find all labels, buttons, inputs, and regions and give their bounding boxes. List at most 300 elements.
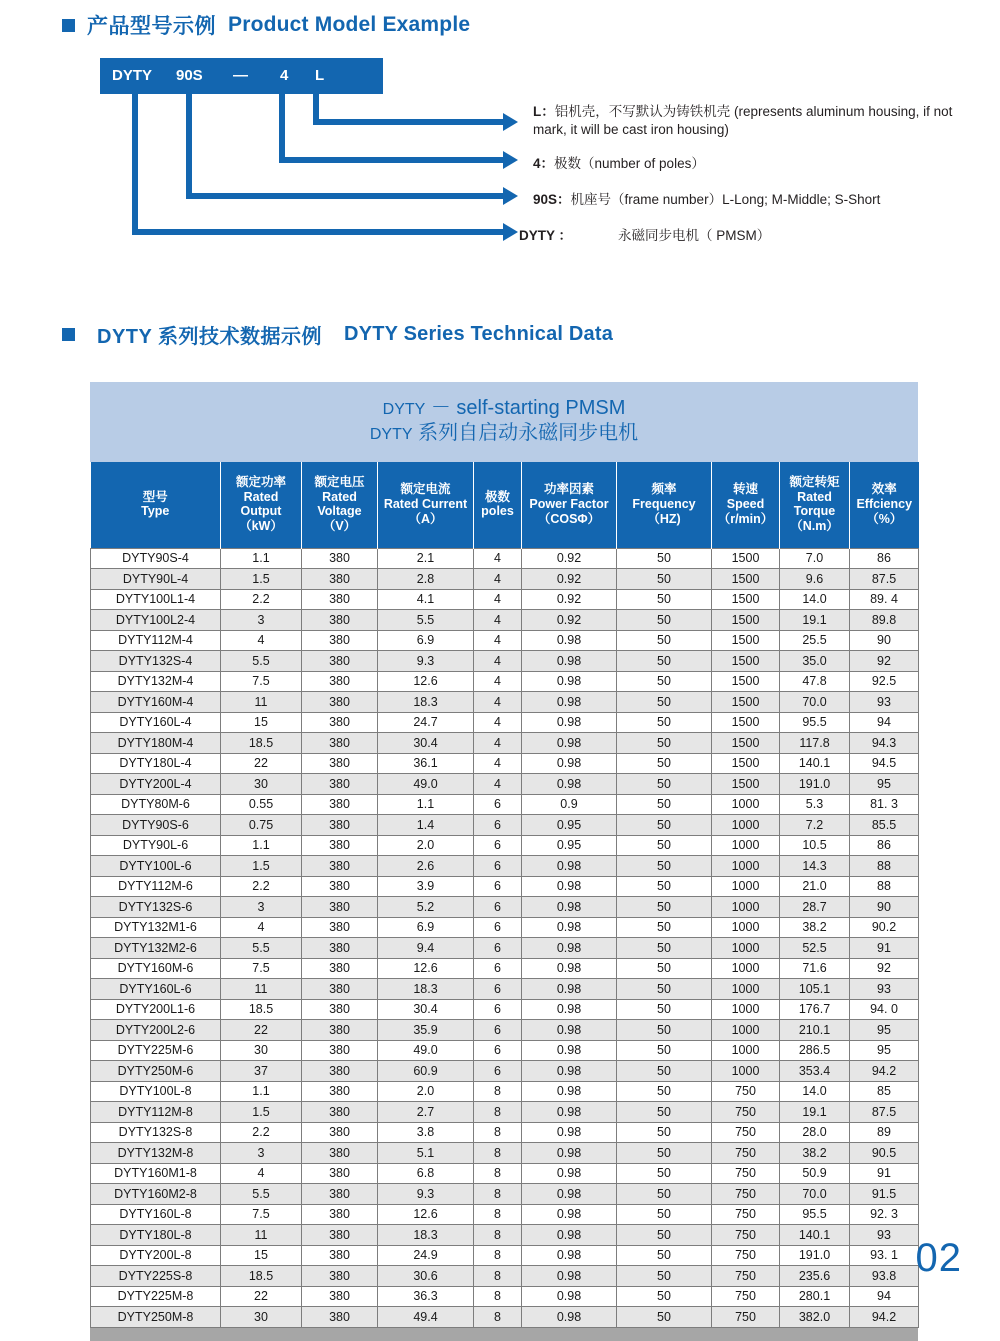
column-header-line: Rated Voltage: [317, 489, 362, 519]
cell-value: 380: [302, 1020, 378, 1041]
cell-type: DYTY180M-4: [91, 733, 221, 754]
cell-value: 50: [617, 876, 712, 897]
cell-value: 380: [302, 1061, 378, 1082]
legend-text-cn-housing: 铝机壳，不写默认为铸铁机壳: [554, 104, 731, 119]
column-header-line: 额定电流: [400, 482, 451, 497]
cell-type: DYTY200L1-6: [91, 999, 221, 1020]
cell-value: 94. 0: [850, 999, 919, 1020]
cell-value: 50: [617, 1184, 712, 1205]
cell-value: 50: [617, 958, 712, 979]
cell-value: 380: [302, 1184, 378, 1205]
table-row: [91, 979, 919, 1000]
column-header-line: Rated Output: [240, 489, 282, 519]
cell-value: 95: [850, 774, 919, 795]
cell-value: 4: [474, 712, 522, 733]
cell-value: 3.8: [378, 1122, 474, 1143]
legend-code-poles: 4：: [533, 156, 555, 171]
cell-value: 95.5: [780, 1204, 850, 1225]
cell-value: 11: [221, 1225, 302, 1246]
cell-value: 50: [617, 610, 712, 631]
cell-value: 380: [302, 897, 378, 918]
cell-value: 0.98: [522, 1204, 617, 1225]
cell-value: 92. 3: [850, 1204, 919, 1225]
cell-value: 11: [221, 979, 302, 1000]
cell-value: 380: [302, 794, 378, 815]
cell-value: 15: [221, 1245, 302, 1266]
cell-value: 0.98: [522, 1266, 617, 1287]
cell-value: 0.98: [522, 876, 617, 897]
cell-value: 2.2: [221, 589, 302, 610]
cell-value: 50: [617, 1245, 712, 1266]
cell-value: 380: [302, 630, 378, 651]
cell-value: 1.1: [221, 835, 302, 856]
cell-value: 19.1: [780, 610, 850, 631]
cell-type: DYTY160M-4: [91, 692, 221, 713]
cell-value: 1000: [712, 999, 780, 1020]
leader-arrow-housing: [503, 113, 518, 131]
leader-arrow-poles: [503, 151, 518, 169]
cell-value: 8: [474, 1286, 522, 1307]
cell-value: 14.3: [780, 856, 850, 877]
table-row: [91, 569, 919, 590]
cell-value: 380: [302, 1245, 378, 1266]
cell-value: 210.1: [780, 1020, 850, 1041]
cell-value: 0.92: [522, 610, 617, 631]
cell-type: DYTY225S-8: [91, 1266, 221, 1287]
cell-type: DYTY100L-8: [91, 1081, 221, 1102]
cell-value: 91: [850, 938, 919, 959]
cell-value: 89: [850, 1122, 919, 1143]
cell-value: 6: [474, 1061, 522, 1082]
column-header-line: 额定电压: [314, 474, 365, 489]
cell-value: 0.98: [522, 1286, 617, 1307]
cell-value: 94.2: [850, 1061, 919, 1082]
cell-value: 8: [474, 1307, 522, 1328]
cell-value: 6: [474, 1040, 522, 1061]
cell-value: 5.2: [378, 897, 474, 918]
cell-value: 0.98: [522, 1307, 617, 1328]
cell-value: 380: [302, 589, 378, 610]
cell-value: 50: [617, 1122, 712, 1143]
cell-value: 47.8: [780, 671, 850, 692]
cell-value: 0.98: [522, 671, 617, 692]
leader-line-housing-horizontal: [313, 119, 505, 125]
cell-type: DYTY90S-6: [91, 815, 221, 836]
cell-value: 1500: [712, 630, 780, 651]
cell-value: 50: [617, 1204, 712, 1225]
cell-value: 6: [474, 999, 522, 1020]
cell-value: 176.7: [780, 999, 850, 1020]
cell-value: 1000: [712, 876, 780, 897]
cell-value: 6: [474, 938, 522, 959]
cell-value: 36.1: [378, 753, 474, 774]
table-row: [91, 876, 919, 897]
cell-value: 1500: [712, 610, 780, 631]
cell-value: 380: [302, 999, 378, 1020]
leader-arrow-frame: [503, 187, 518, 205]
cell-value: 105.1: [780, 979, 850, 1000]
table-row: [91, 897, 919, 918]
table-row: [91, 1286, 919, 1307]
cell-value: 3: [221, 1143, 302, 1164]
table-column-header-0: [91, 462, 221, 548]
cell-value: 92: [850, 958, 919, 979]
table-row: [91, 1081, 919, 1102]
cell-value: 92: [850, 651, 919, 672]
cell-value: 18.3: [378, 692, 474, 713]
cell-value: 52.5: [780, 938, 850, 959]
cell-value: 18.5: [221, 1266, 302, 1287]
cell-value: 750: [712, 1143, 780, 1164]
table-row: [91, 1184, 919, 1205]
cell-value: 91: [850, 1163, 919, 1184]
cell-value: 0.98: [522, 1081, 617, 1102]
table-title-line2-prefix: DYTY: [369, 426, 413, 443]
cell-value: 0.98: [522, 1184, 617, 1205]
cell-value: 30: [221, 1040, 302, 1061]
cell-value: 50: [617, 1286, 712, 1307]
cell-value: 95: [850, 1020, 919, 1041]
cell-type: DYTY132M2-6: [91, 938, 221, 959]
cell-value: 380: [302, 548, 378, 569]
cell-value: 50: [617, 1307, 712, 1328]
cell-value: 6: [474, 856, 522, 877]
column-header-line: 型号: [142, 489, 168, 504]
cell-value: 3: [221, 610, 302, 631]
table-row: [91, 1225, 919, 1246]
cell-value: 35.0: [780, 651, 850, 672]
table-row: [91, 692, 919, 713]
cell-value: 12.6: [378, 671, 474, 692]
cell-value: 90.5: [850, 1143, 919, 1164]
cell-value: 71.6: [780, 958, 850, 979]
cell-value: 380: [302, 610, 378, 631]
cell-value: 1000: [712, 1061, 780, 1082]
table-row: [91, 815, 919, 836]
cell-value: 36.3: [378, 1286, 474, 1307]
cell-type: DYTY90S-4: [91, 548, 221, 569]
table-body: [91, 548, 919, 1327]
table-row: [91, 774, 919, 795]
cell-value: 353.4: [780, 1061, 850, 1082]
cell-value: 380: [302, 671, 378, 692]
cell-type: DYTY100L1-4: [91, 589, 221, 610]
cell-value: 28.0: [780, 1122, 850, 1143]
cell-value: 18.3: [378, 1225, 474, 1246]
legend-code-housing: L：: [533, 104, 555, 119]
cell-value: 380: [302, 815, 378, 836]
cell-type: DYTY90L-6: [91, 835, 221, 856]
cell-type: DYTY90L-4: [91, 569, 221, 590]
cell-value: 235.6: [780, 1266, 850, 1287]
cell-value: 94.5: [850, 753, 919, 774]
cell-value: 18.5: [221, 999, 302, 1020]
cell-value: 1.5: [221, 856, 302, 877]
table-row: [91, 589, 919, 610]
section-heading-technical-data: [62, 320, 613, 349]
cell-value: 750: [712, 1204, 780, 1225]
cell-value: 1.5: [221, 569, 302, 590]
cell-value: 750: [712, 1286, 780, 1307]
cell-value: 1000: [712, 979, 780, 1000]
cell-value: 750: [712, 1307, 780, 1328]
cell-value: 1000: [712, 938, 780, 959]
cell-value: 50: [617, 671, 712, 692]
table-row: [91, 1245, 919, 1266]
cell-value: 0.98: [522, 733, 617, 754]
cell-value: 750: [712, 1184, 780, 1205]
cell-value: 50: [617, 1061, 712, 1082]
cell-value: 0.98: [522, 774, 617, 795]
cell-type: DYTY160L-4: [91, 712, 221, 733]
cell-value: 30: [221, 1307, 302, 1328]
cell-type: DYTY200L-8: [91, 1245, 221, 1266]
table-header-row: [91, 462, 919, 548]
legend-text-en-poles: （number of poles）: [581, 156, 705, 171]
model-code-prefix: DYTY: [112, 67, 153, 84]
cell-value: 0.98: [522, 856, 617, 877]
cell-value: 286.5: [780, 1040, 850, 1061]
cell-value: 2.7: [378, 1102, 474, 1123]
cell-value: 89.8: [850, 610, 919, 631]
cell-value: 12.6: [378, 958, 474, 979]
cell-value: 380: [302, 979, 378, 1000]
column-header-line: Speed: [726, 496, 765, 511]
column-header-line: （r/min）: [717, 511, 774, 526]
cell-value: 191.0: [780, 1245, 850, 1266]
cell-value: 4: [474, 548, 522, 569]
table-title-band: [90, 382, 918, 462]
cell-value: 4: [474, 733, 522, 754]
cell-value: 92.5: [850, 671, 919, 692]
cell-value: 6.9: [378, 917, 474, 938]
cell-value: 4: [474, 569, 522, 590]
cell-value: 0.98: [522, 630, 617, 651]
cell-value: 382.0: [780, 1307, 850, 1328]
cell-value: 49.0: [378, 1040, 474, 1061]
cell-value: 8: [474, 1225, 522, 1246]
cell-value: 50: [617, 692, 712, 713]
cell-value: 86: [850, 835, 919, 856]
table-title-line1-prefix: DYTY: [382, 401, 426, 418]
cell-value: 8: [474, 1122, 522, 1143]
cell-value: 0.98: [522, 1122, 617, 1143]
cell-value: 0.98: [522, 1061, 617, 1082]
cell-value: 49.0: [378, 774, 474, 795]
column-header-line: 频率: [651, 482, 677, 497]
table-row: [91, 794, 919, 815]
legend-text-cn-poles: 极数: [554, 156, 582, 171]
cell-value: 8: [474, 1245, 522, 1266]
model-code-dash: —: [233, 67, 248, 84]
cell-value: 50: [617, 856, 712, 877]
cell-value: 94: [850, 712, 919, 733]
cell-value: 750: [712, 1102, 780, 1123]
cell-value: 2.0: [378, 835, 474, 856]
leader-line-frame-vertical: [186, 94, 192, 199]
table-title-line1: － self-starting PMSM: [425, 397, 626, 419]
cell-value: 87.5: [850, 569, 919, 590]
cell-type: DYTY250M-8: [91, 1307, 221, 1328]
table-row: [91, 856, 919, 877]
cell-value: 1500: [712, 712, 780, 733]
cell-value: 0.98: [522, 712, 617, 733]
cell-value: 380: [302, 1204, 378, 1225]
cell-value: 50: [617, 815, 712, 836]
table-column-header-2: [302, 462, 378, 548]
legend-text-cn-frame: 机座号: [570, 192, 612, 207]
cell-value: 50: [617, 1020, 712, 1041]
table-row: [91, 938, 919, 959]
cell-value: 93: [850, 979, 919, 1000]
cell-type: DYTY160M1-8: [91, 1163, 221, 1184]
cell-type: DYTY132S-4: [91, 651, 221, 672]
cell-value: 2.8: [378, 569, 474, 590]
model-code-bar: [100, 58, 383, 94]
cell-value: 70.0: [780, 692, 850, 713]
cell-value: 19.1: [780, 1102, 850, 1123]
column-header-line: 功率因素: [543, 482, 594, 497]
cell-value: 1000: [712, 856, 780, 877]
cell-value: 7.2: [780, 815, 850, 836]
cell-value: 380: [302, 753, 378, 774]
model-code-frame: 90S: [176, 67, 203, 84]
cell-value: 50: [617, 548, 712, 569]
cell-value: 8: [474, 1081, 522, 1102]
cell-value: 0.92: [522, 548, 617, 569]
cell-value: 380: [302, 1163, 378, 1184]
cell-value: 1000: [712, 815, 780, 836]
table-row: [91, 1122, 919, 1143]
cell-value: 6: [474, 794, 522, 815]
cell-value: 9.6: [780, 569, 850, 590]
column-header-line: （kW）: [239, 519, 283, 533]
column-header-line: Effciency: [856, 496, 913, 511]
cell-value: 50: [617, 1143, 712, 1164]
cell-value: 6: [474, 1020, 522, 1041]
cell-value: 1.1: [378, 794, 474, 815]
column-header-line: poles: [481, 504, 514, 519]
legend-code-prefix: DYTY ：: [519, 228, 573, 243]
legend-item-housing: [533, 103, 983, 139]
cell-value: 50: [617, 1102, 712, 1123]
cell-value: 4: [474, 671, 522, 692]
cell-value: 380: [302, 835, 378, 856]
cell-value: 85: [850, 1081, 919, 1102]
cell-value: 380: [302, 938, 378, 959]
table-row: [91, 548, 919, 569]
cell-value: 50: [617, 1163, 712, 1184]
table-row: [91, 651, 919, 672]
table-row: [91, 999, 919, 1020]
table-column-header-5: [522, 462, 617, 548]
cell-value: 0.98: [522, 917, 617, 938]
cell-value: 87.5: [850, 1102, 919, 1123]
page-number: 02: [915, 1236, 962, 1280]
cell-value: 750: [712, 1245, 780, 1266]
cell-value: 0.98: [522, 1102, 617, 1123]
cell-value: 1.1: [221, 1081, 302, 1102]
cell-value: 6.9: [378, 630, 474, 651]
cell-value: 380: [302, 958, 378, 979]
column-header-line: （V）: [322, 519, 357, 533]
cell-value: 380: [302, 1040, 378, 1061]
cell-value: 7.0: [780, 548, 850, 569]
cell-value: 24.7: [378, 712, 474, 733]
bullet-square-icon-2: [62, 328, 75, 341]
cell-value: 6: [474, 897, 522, 918]
cell-value: 380: [302, 1286, 378, 1307]
cell-value: 88: [850, 876, 919, 897]
column-header-line: Rated Current: [383, 496, 468, 511]
cell-value: 8: [474, 1266, 522, 1287]
table-header: [91, 462, 919, 548]
technical-data-table-wrapper: [90, 382, 918, 1341]
cell-value: 50: [617, 835, 712, 856]
cell-value: 0.98: [522, 999, 617, 1020]
cell-value: 30.4: [378, 733, 474, 754]
cell-value: 14.0: [780, 1081, 850, 1102]
leader-line-poles-horizontal: [279, 157, 505, 163]
cell-value: 380: [302, 712, 378, 733]
cell-value: 50: [617, 1266, 712, 1287]
cell-type: DYTY112M-6: [91, 876, 221, 897]
column-header-line: 额定功率: [235, 474, 286, 489]
table-row: [91, 917, 919, 938]
cell-value: 50: [617, 733, 712, 754]
cell-value: 750: [712, 1266, 780, 1287]
cell-value: 10.5: [780, 835, 850, 856]
legend-item-poles: [533, 155, 705, 173]
cell-value: 7.5: [221, 671, 302, 692]
table-row: [91, 1143, 919, 1164]
cell-value: 2.6: [378, 856, 474, 877]
leader-line-poles-vertical: [279, 94, 285, 163]
cell-value: 380: [302, 1081, 378, 1102]
cell-value: 0.98: [522, 979, 617, 1000]
cell-type: DYTY100L-6: [91, 856, 221, 877]
cell-value: 0.98: [522, 1225, 617, 1246]
leader-line-frame-horizontal: [186, 193, 505, 199]
table-row: [91, 1102, 919, 1123]
cell-value: 88: [850, 856, 919, 877]
cell-value: 0.98: [522, 958, 617, 979]
cell-value: 2.0: [378, 1081, 474, 1102]
cell-value: 2.2: [221, 1122, 302, 1143]
table-row: [91, 1020, 919, 1041]
section-title-cn: 产品型号示例: [87, 15, 216, 38]
model-code-housing: L: [315, 67, 325, 84]
cell-type: DYTY180L-8: [91, 1225, 221, 1246]
table-footer-bar: [90, 1328, 918, 1341]
cell-value: 140.1: [780, 1225, 850, 1246]
cell-type: DYTY200L-4: [91, 774, 221, 795]
table-row: [91, 712, 919, 733]
cell-value: 4.1: [378, 589, 474, 610]
cell-value: 50: [617, 999, 712, 1020]
legend-item-prefix: [519, 227, 770, 245]
cell-value: 6: [474, 876, 522, 897]
cell-value: 5.5: [378, 610, 474, 631]
cell-value: 4: [474, 630, 522, 651]
legend-code-frame: 90S：: [533, 192, 571, 207]
technical-data-table: [90, 462, 919, 1328]
cell-type: DYTY225M-6: [91, 1040, 221, 1061]
cell-type: DYTY132S-6: [91, 897, 221, 918]
table-row: [91, 630, 919, 651]
cell-value: 93.8: [850, 1266, 919, 1287]
cell-value: 8: [474, 1163, 522, 1184]
